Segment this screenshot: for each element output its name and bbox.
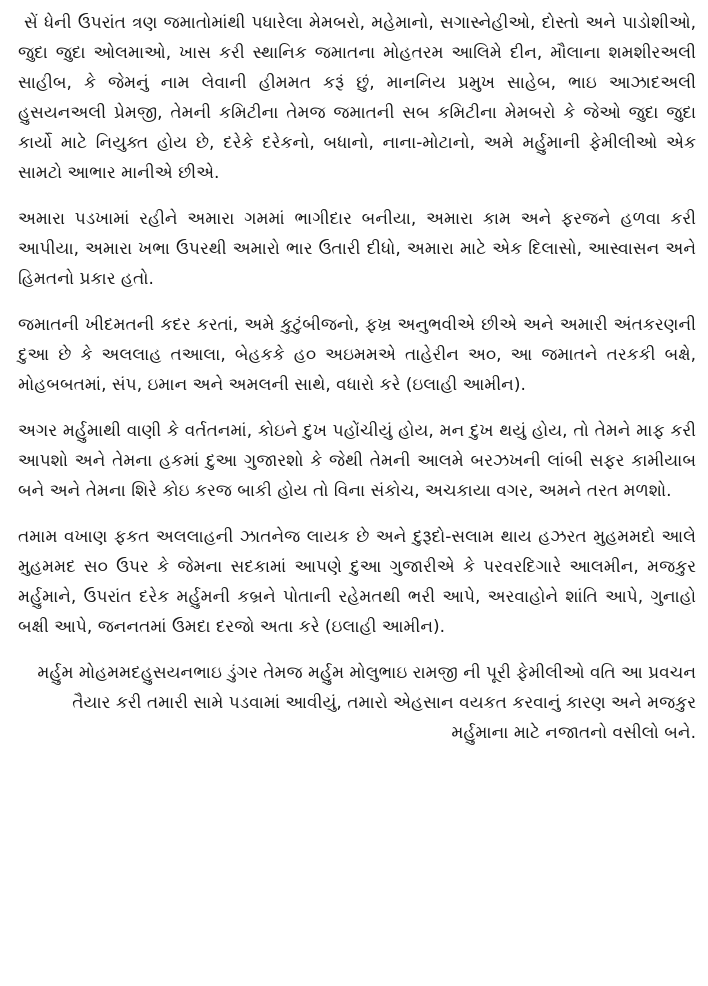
paragraph-welcome-thanks: સેં ધેની ઉપરાંત ત્રણ જમાતોમાંથી પધારેલા મેમબરો, મહેમાનો, સગાસ્નેહીઓ, દોસ્તો અને પાડોશીઓ, જુદા જુદા ઓલમાઓ, ખાસ કરી સ્થાનિક જમાતના મોહતરમ આલિમે દીન, મૌલાના શમશીરઅલી સાહીબ, કે જેમનું નામ લેવાની હીમમત કરૂં છું, માનનિય પ્રમુખ સાહેબ, ભાઇ આઝાદઅલી હુસયનઅલી પ્રેમજી, તેમની કમિટીના તેમજ જમાતની સબ કમિટીના મેમબરો કે જેઓ જુદા જુદા કાર્યો માટે નિયુક્ત હોય છે, દરેકે દરેકનો, બધાનો, નાના-મોટાનો, અમે મર્હુમાની ફેમીલીઓ એક સામટો આભાર માનીએ છીએ. (18, 13, 696, 183)
paragraph-praise-dua: તમામ વખાણ ફકત અલલાહની ઝાતનેજ લાયક છે અને દુરૂદો-સલામ થાય હઝરત મુહમમદો આલે મુહમમદ સ૦ ઉપર કે જેમના સદકામાં આપણે દુઆ ગુજારીએ કે પરવરદિગારે આલમીન, મજકુર મર્હુમાને, ઉપરાંત દરેક મર્હુમની કબ્રને પોતાની રહેમતથી ભરી આપે, અરવાહોને શાંતિ આપે, ગુનાહો બક્ષી આપે, જનનતમાં ઉમદા દરજો અતા કરે (ઇલાહી આમીન). (18, 527, 696, 637)
paragraph-support-thanks: અમારા પડખામાં રહીને અમારા ગમમાં ભાગીદાર બનીયા, અમારા કામ અને ફરજને હળવા કરી આપીયા, અમારા ખભા ઉપરથી અમારો ભાર ઉતારી દીધો, અમારા માટે એક દિલાસો, આસ્વાસન અને હિમતનો પ્રકાર હતો. (18, 209, 696, 289)
paragraph-closing-statement: મર્હુમ મોહમમદહુસયનભાઇ ડુંગર તેમજ મર્હુમ મોલુભાઇ રામજી ની પૂરી ફેમીલીઓ વતિ આ પ્રવચન તૈયાર કરી તમારી સામે પડવામાં આવીયું, તમારો એહસાન વયકત કરવાનું કારણ અને મજકુર મર્હુમાના માટે નજાતનો વસીલો બને. (37, 663, 696, 743)
paragraph-forgiveness-request: અગર મર્હુમાથી વાણી કે વર્તતનમાં, કોઇને દુખ પહોંચીયું હોય, મન દુખ થયું હોય, તો તેમને માફ કરી આપશો અને તેમના હકમાં દુઆ ગુજારશો કે જેથી તેમની આલમે બરઝખની લાંબી સફર કામીયાબ બને અને તેમના શિરે કોઇ કરજ બાકી હોય તો વિના સંકોચ, અચકાયા વગર, અમને તરત મળશો. (18, 421, 696, 501)
paragraph-jamat-prayer: જમાતની ખીદમતની કદર કરતાં, અમે કુટુંબીજનો, ફખ્ર અનુભવીએ છીએ અને અમારી અંતકરણની દુઆ છે કે અલલાહ તઆલા, બેહકકે હ૦ અઇમમએ તાહેરીન અ૦, આ જમાતને તરકકી બક્ષે, મોહબબતમાં, સંપ, ઇમાન અને અમલની સાથે, વધારો કરે (ઇલાહી આમીન). (18, 315, 696, 395)
document-body (18, 8, 696, 748)
